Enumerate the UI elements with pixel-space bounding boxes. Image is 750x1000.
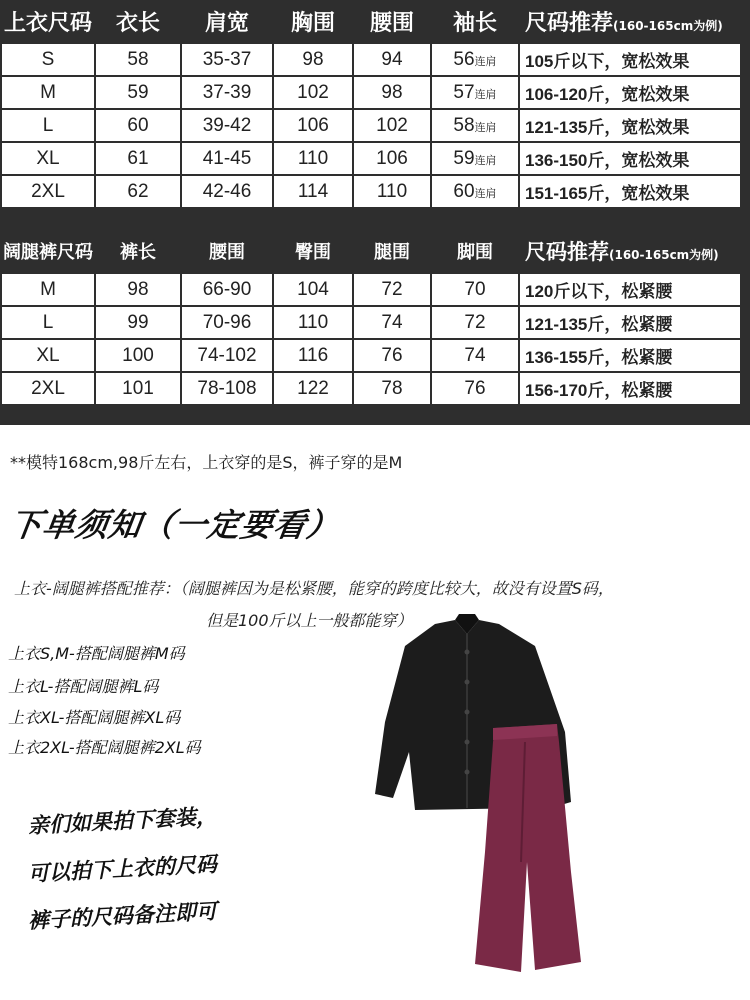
size-cell: M bbox=[1, 273, 95, 306]
combo-item: 上衣L-搭配阔腿裤L码 bbox=[8, 677, 159, 696]
header-hip: 臀围 bbox=[295, 242, 331, 263]
thigh-cell: 78 bbox=[353, 372, 431, 405]
table-row bbox=[1, 339, 741, 372]
table-row bbox=[1, 43, 741, 76]
length-cell: 101 bbox=[95, 372, 181, 405]
hip-cell: 110 bbox=[273, 306, 353, 339]
header-hem: 脚围 bbox=[457, 242, 493, 263]
size-cell: M bbox=[1, 76, 95, 109]
chest-cell: 106 bbox=[273, 109, 353, 142]
recommend-cell: 136-150斤，宽松效果 bbox=[519, 142, 741, 175]
waist-cell: 110 bbox=[353, 175, 431, 208]
waist-cell: 70-96 bbox=[181, 306, 273, 339]
waist-cell: 102 bbox=[353, 109, 431, 142]
waist-cell: 78-108 bbox=[181, 372, 273, 405]
bottom-size-table bbox=[0, 230, 742, 406]
header-shoulder: 肩宽 bbox=[204, 10, 249, 36]
table-row bbox=[1, 175, 741, 208]
sleeve-cell: 56连肩 bbox=[431, 43, 519, 76]
hip-cell: 116 bbox=[273, 339, 353, 372]
sleeve-cell: 59连肩 bbox=[431, 142, 519, 175]
size-cell: 2XL bbox=[1, 175, 95, 208]
table-row bbox=[1, 273, 741, 306]
table-row bbox=[1, 142, 741, 175]
table-row bbox=[1, 372, 741, 405]
recommend-cell: 121-135斤，松紧腰 bbox=[519, 306, 741, 339]
combo-item: 上衣2XL-搭配阔腿裤2XL码 bbox=[8, 738, 201, 757]
header-recommend: 尺码推荐(160-165cm为例) bbox=[525, 10, 723, 36]
promo-line: 裤子的尺码备注即可 bbox=[27, 899, 218, 933]
chest-cell: 114 bbox=[273, 175, 353, 208]
chest-cell: 102 bbox=[273, 76, 353, 109]
table-header-row bbox=[1, 0, 741, 43]
sleeve-cell: 60连肩 bbox=[431, 175, 519, 208]
waist-cell: 74-102 bbox=[181, 339, 273, 372]
thigh-cell: 76 bbox=[353, 339, 431, 372]
model-note: **模特168cm,98斤左右，上衣穿的是S，裤子穿的是M bbox=[10, 453, 403, 472]
table-row bbox=[1, 109, 741, 142]
header-length: 衣长 bbox=[115, 10, 160, 36]
hip-cell: 104 bbox=[273, 273, 353, 306]
header-waist: 腰围 bbox=[209, 242, 245, 263]
hem-cell: 76 bbox=[431, 372, 519, 405]
waist-cell: 106 bbox=[353, 142, 431, 175]
table-row bbox=[1, 306, 741, 339]
header-size: 上衣尺码 bbox=[3, 10, 92, 36]
header-sleeve: 袖长 bbox=[452, 10, 497, 36]
size-cell: XL bbox=[1, 142, 95, 175]
header-chest: 胸围 bbox=[290, 10, 335, 36]
sleeve-cell: 57连肩 bbox=[431, 76, 519, 109]
thigh-cell: 74 bbox=[353, 306, 431, 339]
thigh-cell: 72 bbox=[353, 273, 431, 306]
chest-cell: 110 bbox=[273, 142, 353, 175]
length-cell: 58 bbox=[95, 43, 181, 76]
size-cell: L bbox=[1, 306, 95, 339]
top-size-table bbox=[0, 0, 742, 209]
waist-cell: 66-90 bbox=[181, 273, 273, 306]
promo-line: 亲们如果拍下套装， bbox=[27, 804, 218, 838]
combo-item: 上衣S,M-搭配阔腿裤M码 bbox=[8, 644, 185, 663]
hem-cell: 74 bbox=[431, 339, 519, 372]
shoulder-cell: 39-42 bbox=[181, 109, 273, 142]
size-cell: 2XL bbox=[1, 372, 95, 405]
header-length: 裤长 bbox=[120, 242, 156, 263]
pairing-tip-line2: 但是100斤以上一般都能穿） bbox=[206, 611, 413, 630]
length-cell: 60 bbox=[95, 109, 181, 142]
bottom-size-table-bg bbox=[0, 230, 750, 425]
header-thigh: 腿围 bbox=[374, 242, 410, 263]
hem-cell: 72 bbox=[431, 306, 519, 339]
promo-line: 可以拍下上衣的尺码 bbox=[27, 852, 218, 886]
table-row bbox=[1, 76, 741, 109]
length-cell: 61 bbox=[95, 142, 181, 175]
hip-cell: 122 bbox=[273, 372, 353, 405]
shoulder-cell: 42-46 bbox=[181, 175, 273, 208]
waist-cell: 98 bbox=[353, 76, 431, 109]
length-cell: 62 bbox=[95, 175, 181, 208]
recommend-cell: 136-155斤，松紧腰 bbox=[519, 339, 741, 372]
product-outfit-image bbox=[375, 612, 585, 982]
size-cell: XL bbox=[1, 339, 95, 372]
shoulder-cell: 37-39 bbox=[181, 76, 273, 109]
chest-cell: 98 bbox=[273, 43, 353, 76]
waist-cell: 94 bbox=[353, 43, 431, 76]
shoulder-cell: 35-37 bbox=[181, 43, 273, 76]
length-cell: 59 bbox=[95, 76, 181, 109]
header-waist: 腰围 bbox=[369, 10, 414, 36]
shoulder-cell: 41-45 bbox=[181, 142, 273, 175]
sleeve-cell: 58连肩 bbox=[431, 109, 519, 142]
length-cell: 98 bbox=[95, 273, 181, 306]
header-size: 阔腿裤尺码 bbox=[3, 242, 93, 263]
recommend-cell: 156-170斤，松紧腰 bbox=[519, 372, 741, 405]
size-cell: S bbox=[1, 43, 95, 76]
pairing-tip-line1: 上衣-阔腿裤搭配推荐：（阔腿裤因为是松紧腰，能穿的跨度比较大，故没有设置S码， bbox=[14, 579, 614, 598]
length-cell: 99 bbox=[95, 306, 181, 339]
recommend-cell: 121-135斤，宽松效果 bbox=[519, 109, 741, 142]
length-cell: 100 bbox=[95, 339, 181, 372]
top-size-table-bg bbox=[0, 0, 750, 230]
header-recommend: 尺码推荐(160-165cm为例) bbox=[525, 240, 719, 264]
recommend-cell: 106-120斤，宽松效果 bbox=[519, 76, 741, 109]
recommend-cell: 105斤以下，宽松效果 bbox=[519, 43, 741, 76]
size-cell: L bbox=[1, 109, 95, 142]
hem-cell: 70 bbox=[431, 273, 519, 306]
recommend-cell: 151-165斤，宽松效果 bbox=[519, 175, 741, 208]
combo-item: 上衣XL-搭配阔腿裤XL码 bbox=[8, 708, 181, 727]
table-header-row bbox=[1, 230, 741, 273]
notice-title: 下单须知（一定要看） bbox=[7, 506, 343, 544]
recommend-cell: 120斤以下，松紧腰 bbox=[519, 273, 741, 306]
